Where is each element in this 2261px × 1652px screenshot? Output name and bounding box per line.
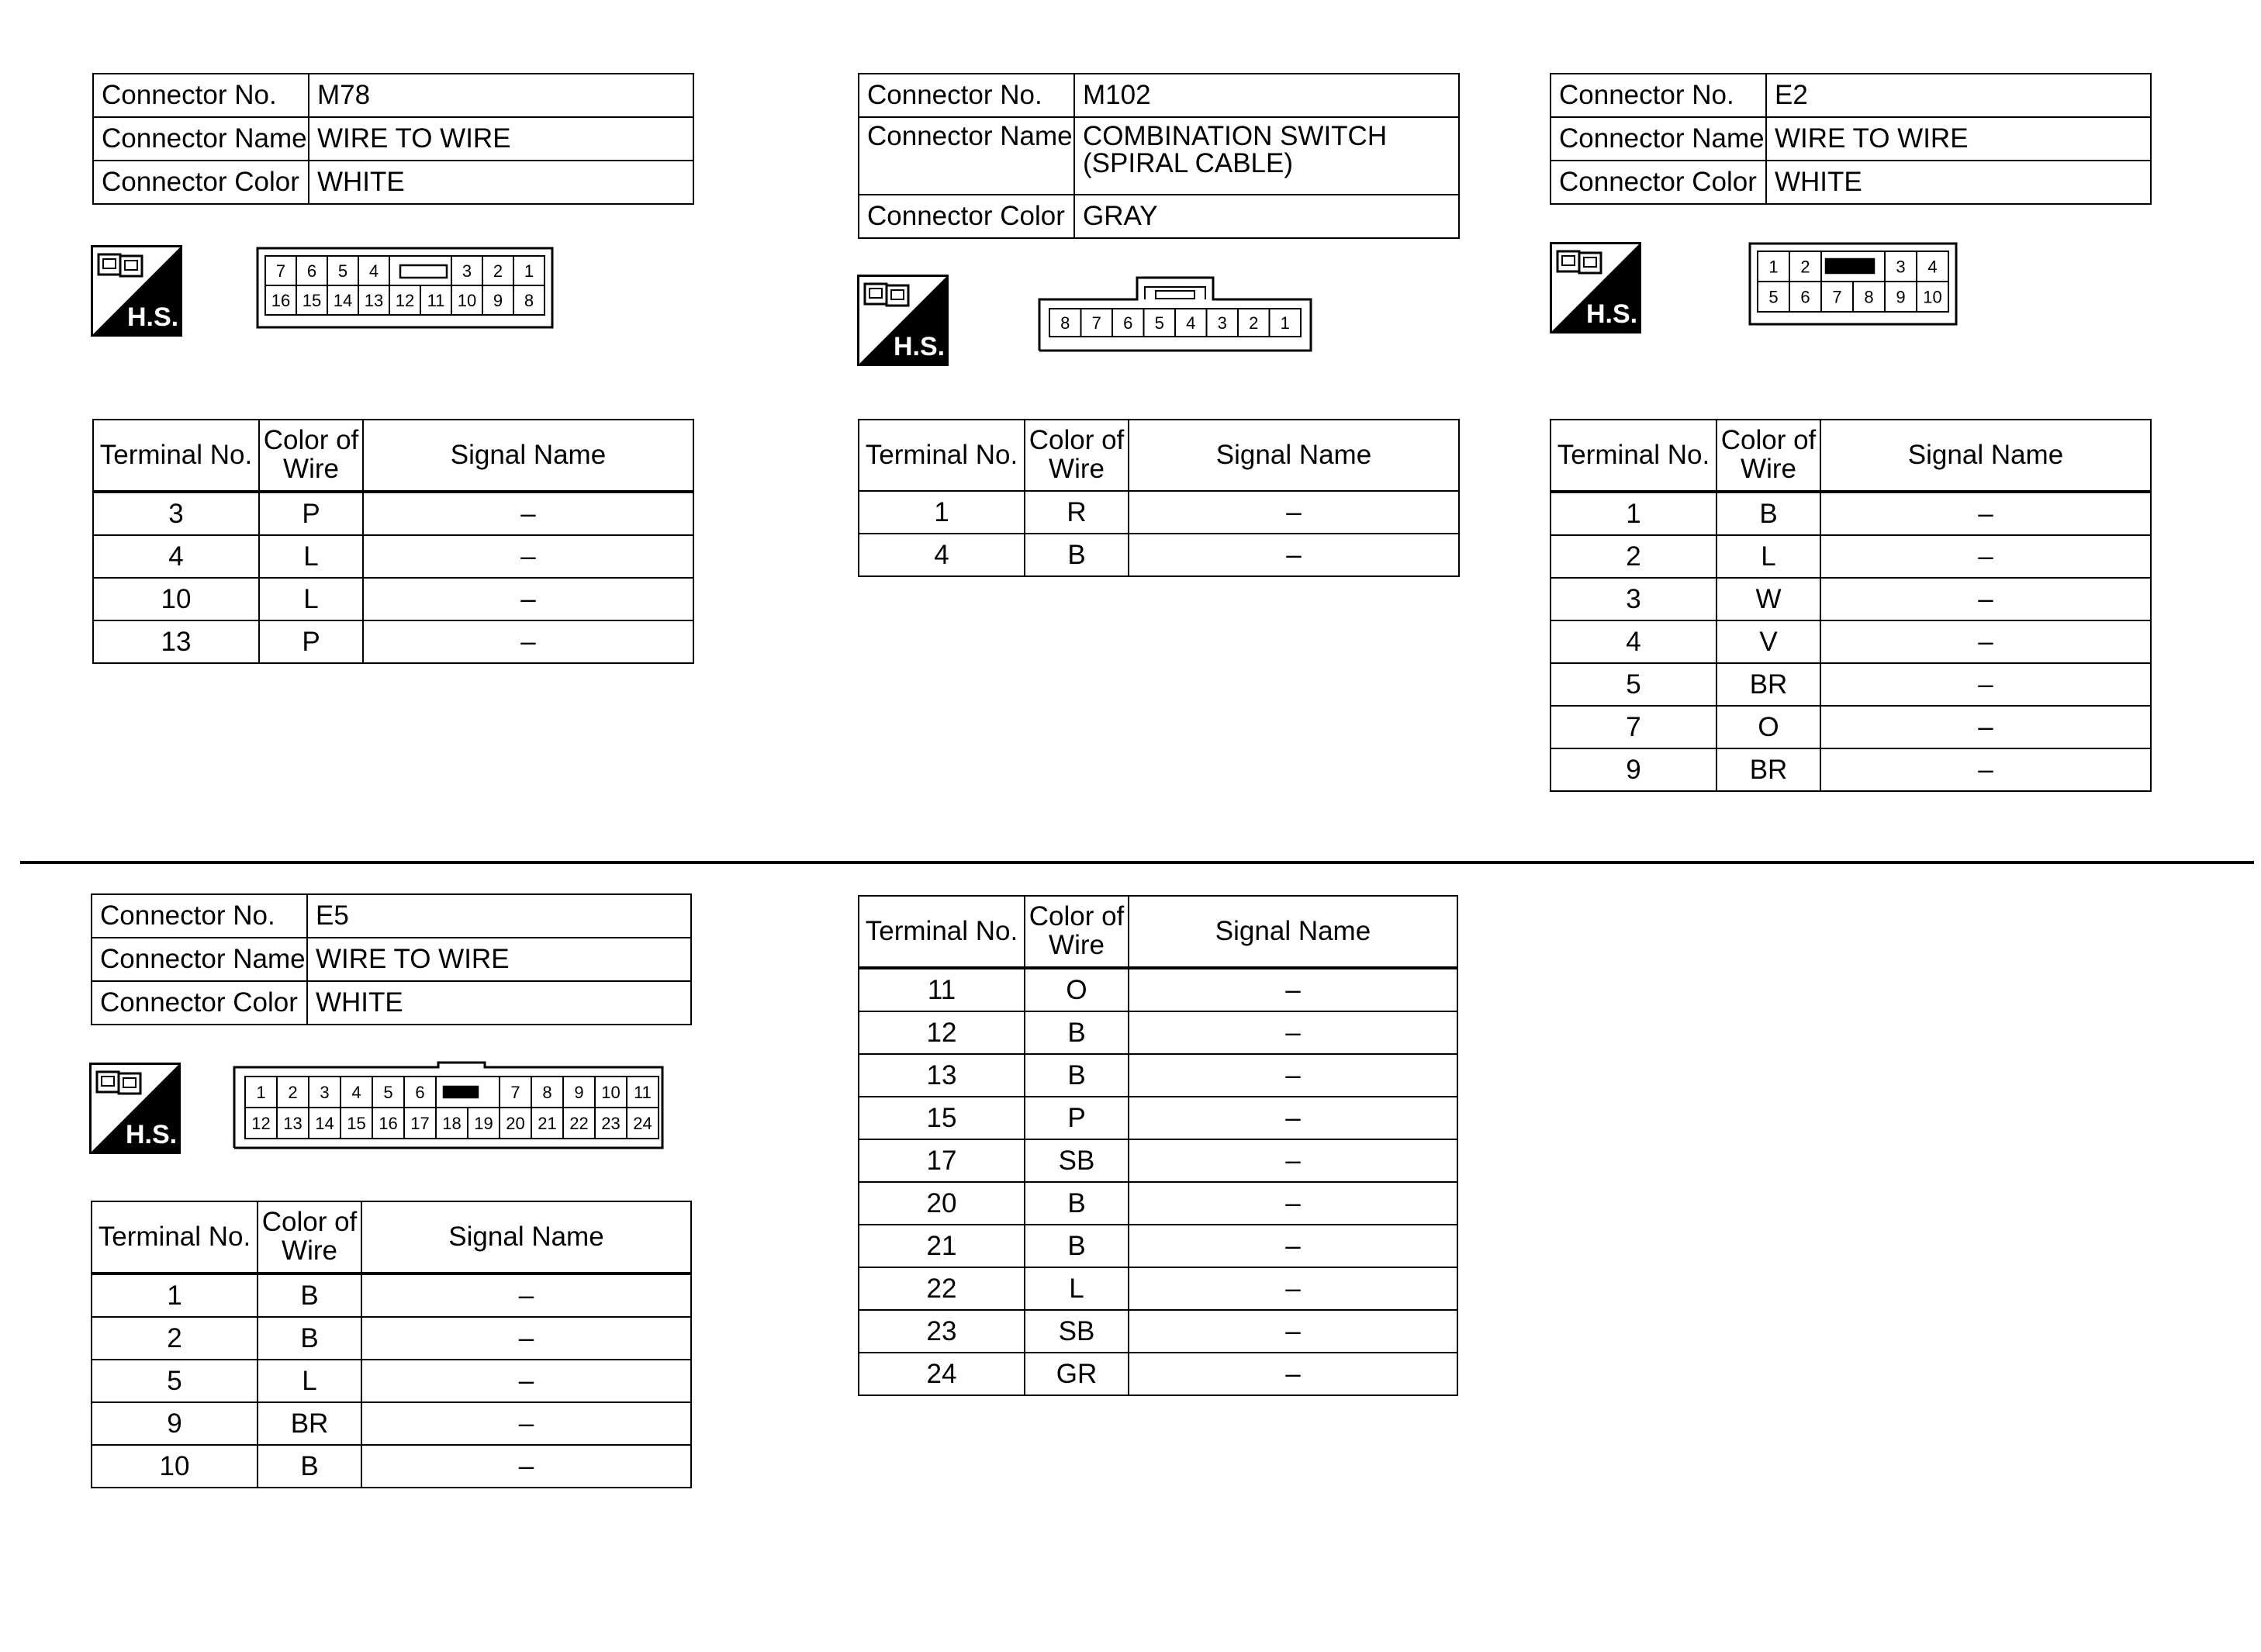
pin-number: 1 xyxy=(1280,313,1290,333)
wire-color-cell: L xyxy=(1716,535,1820,578)
wire-color-cell: B xyxy=(1716,492,1820,535)
hs-harness-side-icon xyxy=(89,1063,181,1154)
wire-color-cell: V xyxy=(1716,620,1820,663)
e5-terminal-table-continued xyxy=(858,895,1458,1396)
pin-number: 13 xyxy=(364,290,384,310)
m102-connector-color: GRAY xyxy=(1074,195,1459,238)
pin-number: 11 xyxy=(634,1082,652,1102)
pin-number: 3 xyxy=(1217,313,1227,333)
wire-color-cell: B xyxy=(258,1445,361,1488)
wire-color-cell: BR xyxy=(1716,663,1820,706)
terminal-no-cell: 23 xyxy=(859,1310,1025,1353)
e5-table-row xyxy=(859,968,1457,1011)
pin-number: 7 xyxy=(1832,287,1842,307)
pin-number: 2 xyxy=(493,261,503,281)
wire-color-cell: SB xyxy=(1025,1310,1129,1353)
signal-name-cell: – xyxy=(1820,620,2151,663)
pin-number: 17 xyxy=(410,1113,430,1133)
pin-number: 3 xyxy=(462,261,472,281)
pin-number: 10 xyxy=(601,1082,621,1102)
wire-color-cell: O xyxy=(1716,706,1820,748)
terminal-no-cell: 4 xyxy=(1551,620,1716,663)
signal-name-cell: – xyxy=(361,1274,691,1317)
header-color-of-wire: Color of Wire xyxy=(1025,420,1129,491)
m78-connector-color: WHITE xyxy=(309,161,693,204)
signal-name-cell: – xyxy=(1129,1310,1457,1353)
header-color-of-wire: Color of Wire xyxy=(259,420,363,492)
header-terminal-no: Terminal No. xyxy=(92,1201,258,1274)
hs-harness-side-icon xyxy=(857,275,949,366)
pin-number: 8 xyxy=(524,290,534,310)
wire-color-cell: W xyxy=(1716,578,1820,620)
signal-name-cell: – xyxy=(363,578,693,620)
wire-color-cell: R xyxy=(1025,491,1129,534)
pin-number: 7 xyxy=(275,261,286,281)
header-color-of-wire: Color of Wire xyxy=(1025,896,1129,968)
wire-color-cell: B xyxy=(1025,1011,1129,1054)
e2-connector-face xyxy=(1748,242,1958,326)
label-connector-no: Connector No. xyxy=(93,74,309,117)
wire-color-cell: L xyxy=(258,1360,361,1402)
m102-connector-face xyxy=(1038,275,1312,352)
e5-table-row xyxy=(859,1139,1457,1182)
e5-table-row xyxy=(92,1402,691,1445)
wire-color-cell: B xyxy=(1025,1225,1129,1267)
pin-number: 8 xyxy=(1060,313,1070,333)
terminal-no-cell: 4 xyxy=(93,535,259,578)
header-signal-name: Signal Name xyxy=(363,420,693,492)
pin-number: 2 xyxy=(1800,257,1810,277)
terminal-no-cell: 15 xyxy=(859,1097,1025,1139)
pin-number: 9 xyxy=(493,290,503,310)
wire-color-cell: B xyxy=(258,1317,361,1360)
label-connector-name: Connector Name xyxy=(92,938,307,981)
terminal-no-cell: 1 xyxy=(859,491,1025,534)
pin-number: 4 xyxy=(351,1082,361,1102)
e2-terminal-table xyxy=(1550,419,2152,792)
e2-connector-name: WIRE TO WIRE xyxy=(1766,117,2151,161)
signal-name-cell: – xyxy=(361,1360,691,1402)
header-terminal-no: Terminal No. xyxy=(859,420,1025,491)
m102-connector-no: M102 xyxy=(1074,74,1459,117)
wire-color-cell: L xyxy=(259,535,363,578)
pin-number: 2 xyxy=(1249,313,1259,333)
signal-name-cell: – xyxy=(1820,748,2151,791)
wire-color-cell: P xyxy=(259,620,363,663)
pin-number: 3 xyxy=(320,1082,330,1102)
terminal-no-cell: 2 xyxy=(1551,535,1716,578)
keyway-mark xyxy=(444,1087,478,1097)
hs-label: H.S. xyxy=(893,332,946,361)
terminal-no-cell: 5 xyxy=(1551,663,1716,706)
terminal-no-cell: 13 xyxy=(93,620,259,663)
e2-table-row xyxy=(1551,748,2151,791)
e2-table-row xyxy=(1551,578,2151,620)
e5-table-row xyxy=(859,1097,1457,1139)
terminal-no-cell: 3 xyxy=(1551,578,1716,620)
m102-table-row xyxy=(859,491,1459,534)
header-terminal-no: Terminal No. xyxy=(93,420,259,492)
wire-color-cell: BR xyxy=(258,1402,361,1445)
e2-connector-no: E2 xyxy=(1766,74,2151,117)
pin-number: 5 xyxy=(337,261,348,281)
m78-terminal-table xyxy=(92,419,694,664)
pin-number: 10 xyxy=(1923,287,1942,307)
header-color-of-wire: Color of Wire xyxy=(1716,420,1820,492)
wire-color-cell: GR xyxy=(1025,1353,1129,1395)
m102-pin-row xyxy=(1049,309,1301,337)
pin-number: 20 xyxy=(506,1113,525,1133)
pin-number: 12 xyxy=(395,290,415,310)
signal-name-cell: – xyxy=(1129,1182,1457,1225)
pin-number: 16 xyxy=(271,290,291,310)
terminal-no-cell: 10 xyxy=(92,1445,258,1488)
e2-info-table xyxy=(1550,73,2152,205)
e2-connector-color: WHITE xyxy=(1766,161,2151,204)
pin-number: 6 xyxy=(415,1082,425,1102)
pin-number: 2 xyxy=(288,1082,298,1102)
m102-table-row xyxy=(859,534,1459,576)
label-connector-name: Connector Name xyxy=(1551,117,1766,161)
signal-name-cell: – xyxy=(361,1317,691,1360)
terminal-no-cell: 13 xyxy=(859,1054,1025,1097)
pin-number: 6 xyxy=(1800,287,1810,307)
hs-label: H.S. xyxy=(125,1120,178,1149)
label-connector-color: Connector Color xyxy=(1551,161,1766,204)
header-signal-name: Signal Name xyxy=(1129,896,1457,968)
terminal-no-cell: 24 xyxy=(859,1353,1025,1395)
header-terminal-no: Terminal No. xyxy=(859,896,1025,968)
signal-name-cell: – xyxy=(1129,1353,1457,1395)
pin-number: 15 xyxy=(347,1113,366,1133)
terminal-no-cell: 1 xyxy=(92,1274,258,1317)
terminal-no-cell: 7 xyxy=(1551,706,1716,748)
m78-table-row xyxy=(93,492,693,535)
terminal-no-cell: 1 xyxy=(1551,492,1716,535)
pin-number: 5 xyxy=(1154,313,1164,333)
e2-table-row xyxy=(1551,492,2151,535)
wire-color-cell: P xyxy=(1025,1097,1129,1139)
pin-number: 11 xyxy=(427,290,445,310)
terminal-no-cell: 11 xyxy=(859,968,1025,1011)
hs-harness-side-icon xyxy=(91,245,182,337)
wire-color-cell: O xyxy=(1025,968,1129,1011)
e5-connector-name: WIRE TO WIRE xyxy=(307,938,691,981)
pin-number: 10 xyxy=(457,290,477,310)
e2-table-row xyxy=(1551,663,2151,706)
label-connector-name: Connector Name xyxy=(93,117,309,161)
section-divider xyxy=(20,861,2254,864)
wire-color-cell: P xyxy=(259,492,363,535)
pin-number: 14 xyxy=(333,290,353,310)
wire-color-cell: B xyxy=(1025,534,1129,576)
e5-table-row xyxy=(859,1310,1457,1353)
signal-name-cell: – xyxy=(1129,1225,1457,1267)
m78-connector-face xyxy=(256,247,554,329)
e5-connector-color: WHITE xyxy=(307,981,691,1025)
wire-color-cell: L xyxy=(1025,1267,1129,1310)
pin-number: 7 xyxy=(510,1082,520,1102)
m78-table-row xyxy=(93,535,693,578)
e5-table-row xyxy=(859,1054,1457,1097)
pin-number: 6 xyxy=(1123,313,1133,333)
wire-color-cell: B xyxy=(1025,1054,1129,1097)
pin-number: 5 xyxy=(383,1082,393,1102)
header-color-of-wire: Color of Wire xyxy=(258,1201,361,1274)
signal-name-cell: – xyxy=(1129,1011,1457,1054)
signal-name-cell: – xyxy=(1129,1054,1457,1097)
e5-table-row xyxy=(859,1182,1457,1225)
e5-table-row xyxy=(92,1274,691,1317)
m78-connector-name: WIRE TO WIRE xyxy=(309,117,693,161)
header-signal-name: Signal Name xyxy=(361,1201,691,1274)
wire-color-cell: B xyxy=(258,1274,361,1317)
pin-number: 3 xyxy=(1896,257,1906,277)
e2-pin-grid xyxy=(1758,251,1948,312)
m102-connector-name: COMBINATION SWITCH (SPIRAL CABLE) xyxy=(1074,117,1459,195)
label-connector-color: Connector Color xyxy=(859,195,1074,238)
e5-table-row xyxy=(859,1267,1457,1310)
terminal-no-cell: 4 xyxy=(859,534,1025,576)
terminal-no-cell: 9 xyxy=(92,1402,258,1445)
terminal-no-cell: 20 xyxy=(859,1182,1025,1225)
terminal-no-cell: 9 xyxy=(1551,748,1716,791)
label-connector-no: Connector No. xyxy=(1551,74,1766,117)
pin-number: 23 xyxy=(601,1113,621,1133)
pin-number: 16 xyxy=(379,1113,398,1133)
terminal-no-cell: 17 xyxy=(859,1139,1025,1182)
e5-table-row xyxy=(92,1360,691,1402)
e5-connector-no: E5 xyxy=(307,894,691,938)
keyway-mark xyxy=(1826,259,1874,273)
pin-number: 6 xyxy=(306,261,317,281)
e5-pin-grid xyxy=(245,1077,659,1139)
m102-terminal-table xyxy=(858,419,1460,577)
header-terminal-no: Terminal No. xyxy=(1551,420,1716,492)
signal-name-cell: – xyxy=(1129,1139,1457,1182)
pin-number: 9 xyxy=(574,1082,584,1102)
signal-name-cell: – xyxy=(1820,663,2151,706)
label-connector-no: Connector No. xyxy=(859,74,1074,117)
signal-name-cell: – xyxy=(1129,1097,1457,1139)
e5-table-row xyxy=(92,1445,691,1488)
wire-color-cell: BR xyxy=(1716,748,1820,791)
pin-number: 8 xyxy=(542,1082,552,1102)
terminal-no-cell: 22 xyxy=(859,1267,1025,1310)
m78-pin-grid xyxy=(265,256,545,315)
signal-name-cell: – xyxy=(1820,535,2151,578)
pin-number: 9 xyxy=(1896,287,1906,307)
pin-number: 19 xyxy=(474,1113,493,1133)
pin-number: 18 xyxy=(442,1113,462,1133)
hs-label: H.S. xyxy=(126,302,179,332)
signal-name-cell: – xyxy=(1129,968,1457,1011)
m78-table-row xyxy=(93,578,693,620)
signal-name-cell: – xyxy=(1820,578,2151,620)
pin-number: 12 xyxy=(251,1113,271,1133)
pin-number: 4 xyxy=(368,261,379,281)
header-signal-name: Signal Name xyxy=(1129,420,1459,491)
m78-connector-no: M78 xyxy=(309,74,693,117)
terminal-no-cell: 12 xyxy=(859,1011,1025,1054)
signal-name-cell: – xyxy=(363,492,693,535)
signal-name-cell: – xyxy=(1820,492,2151,535)
m78-info-table xyxy=(92,73,694,205)
label-connector-color: Connector Color xyxy=(93,161,309,204)
pin-number: 1 xyxy=(1768,257,1779,277)
signal-name-cell: – xyxy=(1129,1267,1457,1310)
keyway-mark xyxy=(400,265,447,278)
signal-name-cell: – xyxy=(361,1402,691,1445)
e5-info-table xyxy=(91,893,692,1025)
pin-number: 7 xyxy=(1091,313,1101,333)
e5-table-row xyxy=(92,1317,691,1360)
label-connector-no: Connector No. xyxy=(92,894,307,938)
pin-number: 1 xyxy=(256,1082,266,1102)
pin-number: 21 xyxy=(538,1113,557,1133)
signal-name-cell: – xyxy=(1820,706,2151,748)
terminal-no-cell: 21 xyxy=(859,1225,1025,1267)
e5-table-row xyxy=(859,1353,1457,1395)
terminal-no-cell: 3 xyxy=(93,492,259,535)
pin-number: 4 xyxy=(1927,257,1938,277)
terminal-no-cell: 10 xyxy=(93,578,259,620)
pin-number: 4 xyxy=(1186,313,1196,333)
e2-table-row xyxy=(1551,706,2151,748)
wire-color-cell: SB xyxy=(1025,1139,1129,1182)
e5-table-row xyxy=(859,1011,1457,1054)
pin-number: 15 xyxy=(302,290,322,310)
signal-name-cell: – xyxy=(363,620,693,663)
e5-connector-face xyxy=(233,1061,664,1149)
e5-terminal-table xyxy=(91,1201,692,1488)
wire-color-cell: L xyxy=(259,578,363,620)
pin-number: 14 xyxy=(315,1113,334,1133)
pin-number: 5 xyxy=(1768,287,1779,307)
signal-name-cell: – xyxy=(361,1445,691,1488)
e2-table-row xyxy=(1551,620,2151,663)
pin-number: 24 xyxy=(633,1113,652,1133)
wire-color-cell: B xyxy=(1025,1182,1129,1225)
signal-name-cell: – xyxy=(1129,491,1459,534)
label-connector-name: Connector Name xyxy=(859,117,1074,195)
pin-number: 22 xyxy=(569,1113,589,1133)
pin-number: 13 xyxy=(283,1113,303,1133)
terminal-no-cell: 2 xyxy=(92,1317,258,1360)
signal-name-cell: – xyxy=(1129,534,1459,576)
hs-harness-side-icon xyxy=(1550,242,1641,334)
header-signal-name: Signal Name xyxy=(1820,420,2151,492)
e2-table-row xyxy=(1551,535,2151,578)
e5-table-row xyxy=(859,1225,1457,1267)
terminal-no-cell: 5 xyxy=(92,1360,258,1402)
label-connector-color: Connector Color xyxy=(92,981,307,1025)
pin-number: 8 xyxy=(1864,287,1874,307)
signal-name-cell: – xyxy=(363,535,693,578)
hs-label: H.S. xyxy=(1585,299,1638,329)
m78-table-row xyxy=(93,620,693,663)
pin-number: 1 xyxy=(524,261,534,281)
m102-info-table xyxy=(858,73,1460,239)
